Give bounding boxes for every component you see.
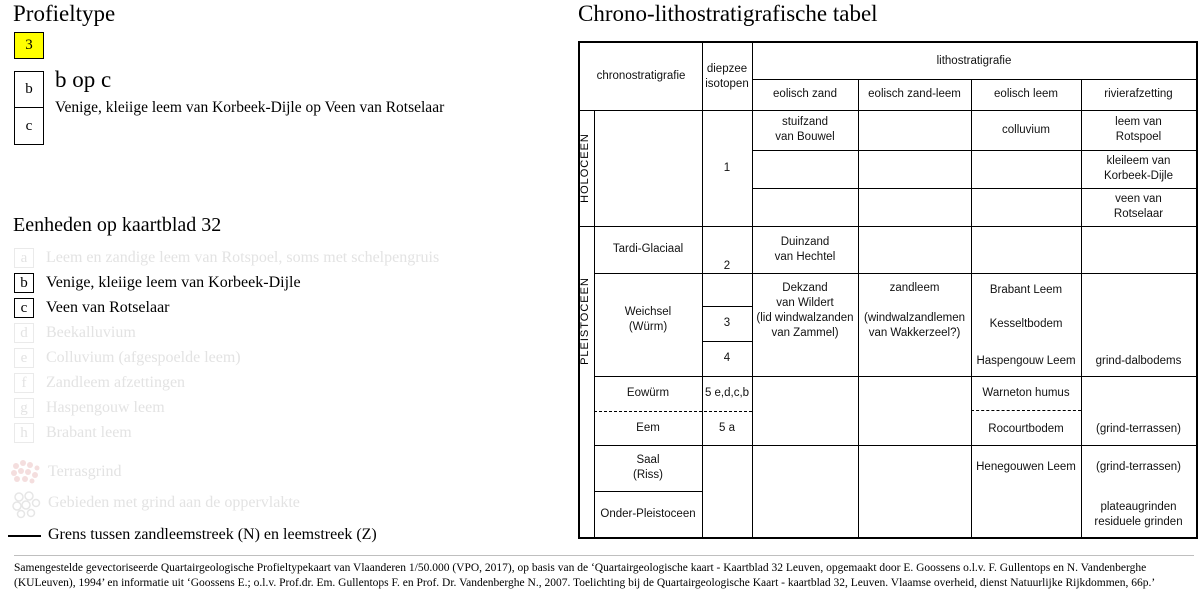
- footer-divider: [14, 555, 1194, 556]
- profieltype-description: Venige, kleiige leem van Korbeek-Dijle op Veen van Rotselaar: [55, 99, 445, 116]
- isotope-1: 1: [723, 161, 731, 174]
- period-weichsel: Weichsel (Würm): [624, 305, 672, 333]
- legend-item-g: [14, 397, 165, 419]
- period-onder-pleistoceen: Onder-Pleistoceen: [600, 507, 696, 520]
- period-tardiglaciaal: Tardi-Glaciaal: [612, 243, 684, 255]
- unit-dekzand: Dekzand van Wildert (lid windwalzanden van Zammel): [756, 282, 854, 339]
- era-holoceen: HOLOCEEN: [579, 133, 591, 203]
- unit-rocourtbodem: Rocourtbodem: [988, 422, 1064, 435]
- terrasgrind-label: Terrasgrind: [48, 463, 122, 480]
- isotope-5a: 5 a: [719, 421, 735, 434]
- legend-label-b: Venige, kleiige leem van Korbeek-Dijle: [46, 274, 301, 291]
- stratigraphy-table: [578, 41, 1198, 539]
- legend-item-e: [14, 347, 241, 369]
- legend-item-c: [14, 297, 170, 319]
- profieltype-code-badge: 3: [14, 32, 44, 59]
- table-dashed-line: [971, 410, 1081, 411]
- legend-key-f: f: [14, 373, 34, 393]
- footer-source-text: Samengestelde gevectoriseerde Quartairgeologische Profieltypekaart van Vlaanderen 1/50.000 (VPO, 2017), op basis van de ‘Quartairgeologische kaart - Kaartblad 32 Leuven, opgemaakt door E. Goossens o.l.v. F. Gullentops en N. Vandenberghe (KULeuven), 1994’ en informatie uit ‘Goossens E.; o.l.v. Prof.dr. Em. Gullentops F. en Prof. Dr. Vandenberghe N., 2007. Toelichting bij de Quartairgeologische Kaart - kaartblad 32, Leuven. Vlaamse overheid, dienst Natuurlijke Rijkdommen, 66p.’: [14, 562, 1156, 589]
- legend-label-h: Brabant leem: [46, 424, 132, 441]
- unit-zandleem: zandleem (windwalzandlemen van Wakkerzeel?): [864, 282, 965, 339]
- legend-key-d: d: [14, 323, 34, 343]
- table-hline: [752, 273, 1196, 274]
- unit-stuifzand: stuifzand van Bouwel: [775, 116, 835, 143]
- tabel-title: Chrono-lithostratigrafische tabel: [578, 1, 878, 26]
- legend-key-b: b: [14, 273, 34, 293]
- unit-colluvium: colluvium: [1002, 123, 1050, 136]
- legend-item-d: [14, 322, 136, 344]
- isotope-4: 4: [723, 352, 731, 364]
- isotope-3: 3: [723, 317, 731, 329]
- legend-label-c: Veen van Rotselaar: [46, 299, 170, 316]
- unit-plateaugrinden: plateaugrinden residuele grinden: [1094, 501, 1183, 528]
- legend-label-a: Leem en zandige leem van Rotspoel, soms met schelpengruis: [46, 249, 440, 266]
- legend-label-d: Beekalluvium: [46, 324, 136, 341]
- isotope-5edcb: 5 e,d,c,b: [704, 387, 750, 399]
- legend-label-e: Colluvium (afgespoelde leem): [46, 349, 241, 366]
- legend-item-f: [14, 372, 185, 394]
- legend-item-h: [14, 422, 132, 444]
- period-eem: Eem: [636, 421, 660, 434]
- terrasgrind-icon: [8, 457, 44, 485]
- grind-oppervlakte-label: Gebieden met grind aan de oppervlakte: [48, 494, 300, 511]
- grens-line-icon: [8, 535, 41, 537]
- period-saal: Saal (Riss): [632, 454, 664, 481]
- legend-label-g: Haspengouw leem: [46, 399, 165, 416]
- unit-veen: veen van Rotselaar: [1113, 193, 1164, 220]
- header-eolisch-zandleem: eolisch zand-leem: [868, 88, 961, 100]
- unit-warneton-humus: Warneton humus: [982, 387, 1070, 399]
- isotope-2: 2: [723, 259, 731, 272]
- unit-kesseltbodem: Kesseltbodem: [989, 318, 1063, 330]
- unit-grind-dalbodems: grind-dalbodems: [1095, 354, 1182, 367]
- profieltype-key-top: b: [14, 71, 44, 108]
- profieltype-key-bottom: c: [14, 107, 44, 145]
- legend-key-c: c: [14, 298, 34, 318]
- header-lithostratigrafie: lithostratigrafie: [936, 54, 1012, 67]
- grind-oppervlakte-icon: [10, 489, 42, 519]
- legend-key-h: h: [14, 423, 34, 443]
- header-isotopen: diepzee isotopen: [705, 62, 749, 90]
- unit-duinzand: Duinzand van Hechtel: [774, 235, 836, 263]
- grens-label: Grens tussen zandleemstreek (N) en leemstreek (Z): [48, 526, 377, 543]
- profieltype-title: Profieltype: [13, 1, 116, 26]
- header-eolisch-leem: eolisch leem: [994, 88, 1058, 100]
- legend-label-f: Zandleem afzettingen: [46, 374, 186, 391]
- legend-key-a: a: [14, 248, 34, 268]
- legend-item-a: [14, 247, 439, 269]
- unit-henegouwen-leem: Henegouwen Leem: [976, 460, 1076, 473]
- header-rivierafzetting: rivierafzetting: [1104, 88, 1173, 100]
- header-chronostratigrafie: chronostratigrafie: [596, 70, 686, 82]
- header-eolisch-zand: eolisch zand: [773, 88, 837, 100]
- period-eowurm: Eowürm: [626, 387, 670, 399]
- unit-grind-terrassen-2: (grind-terrassen): [1096, 460, 1181, 473]
- profieltype-name: b op c: [55, 67, 112, 92]
- legend-key-g: g: [14, 398, 34, 418]
- unit-kleileem: kleileem van Korbeek-Dijle: [1103, 155, 1174, 182]
- unit-grind-terrassen-1: (grind-terrassen): [1096, 422, 1181, 435]
- era-pleistoceen: PLEISTOCEEN: [579, 277, 591, 365]
- legend-item-b: [14, 272, 301, 294]
- eenheden-title: Eenheden op kaartblad 32: [13, 214, 222, 236]
- unit-haspengouw-leem: Haspengouw Leem: [976, 354, 1076, 367]
- legend-key-e: e: [14, 348, 34, 368]
- unit-leem-rotspoel: leem van Rotspoel: [1115, 116, 1162, 143]
- unit-brabant-leem: Brabant Leem: [989, 284, 1063, 296]
